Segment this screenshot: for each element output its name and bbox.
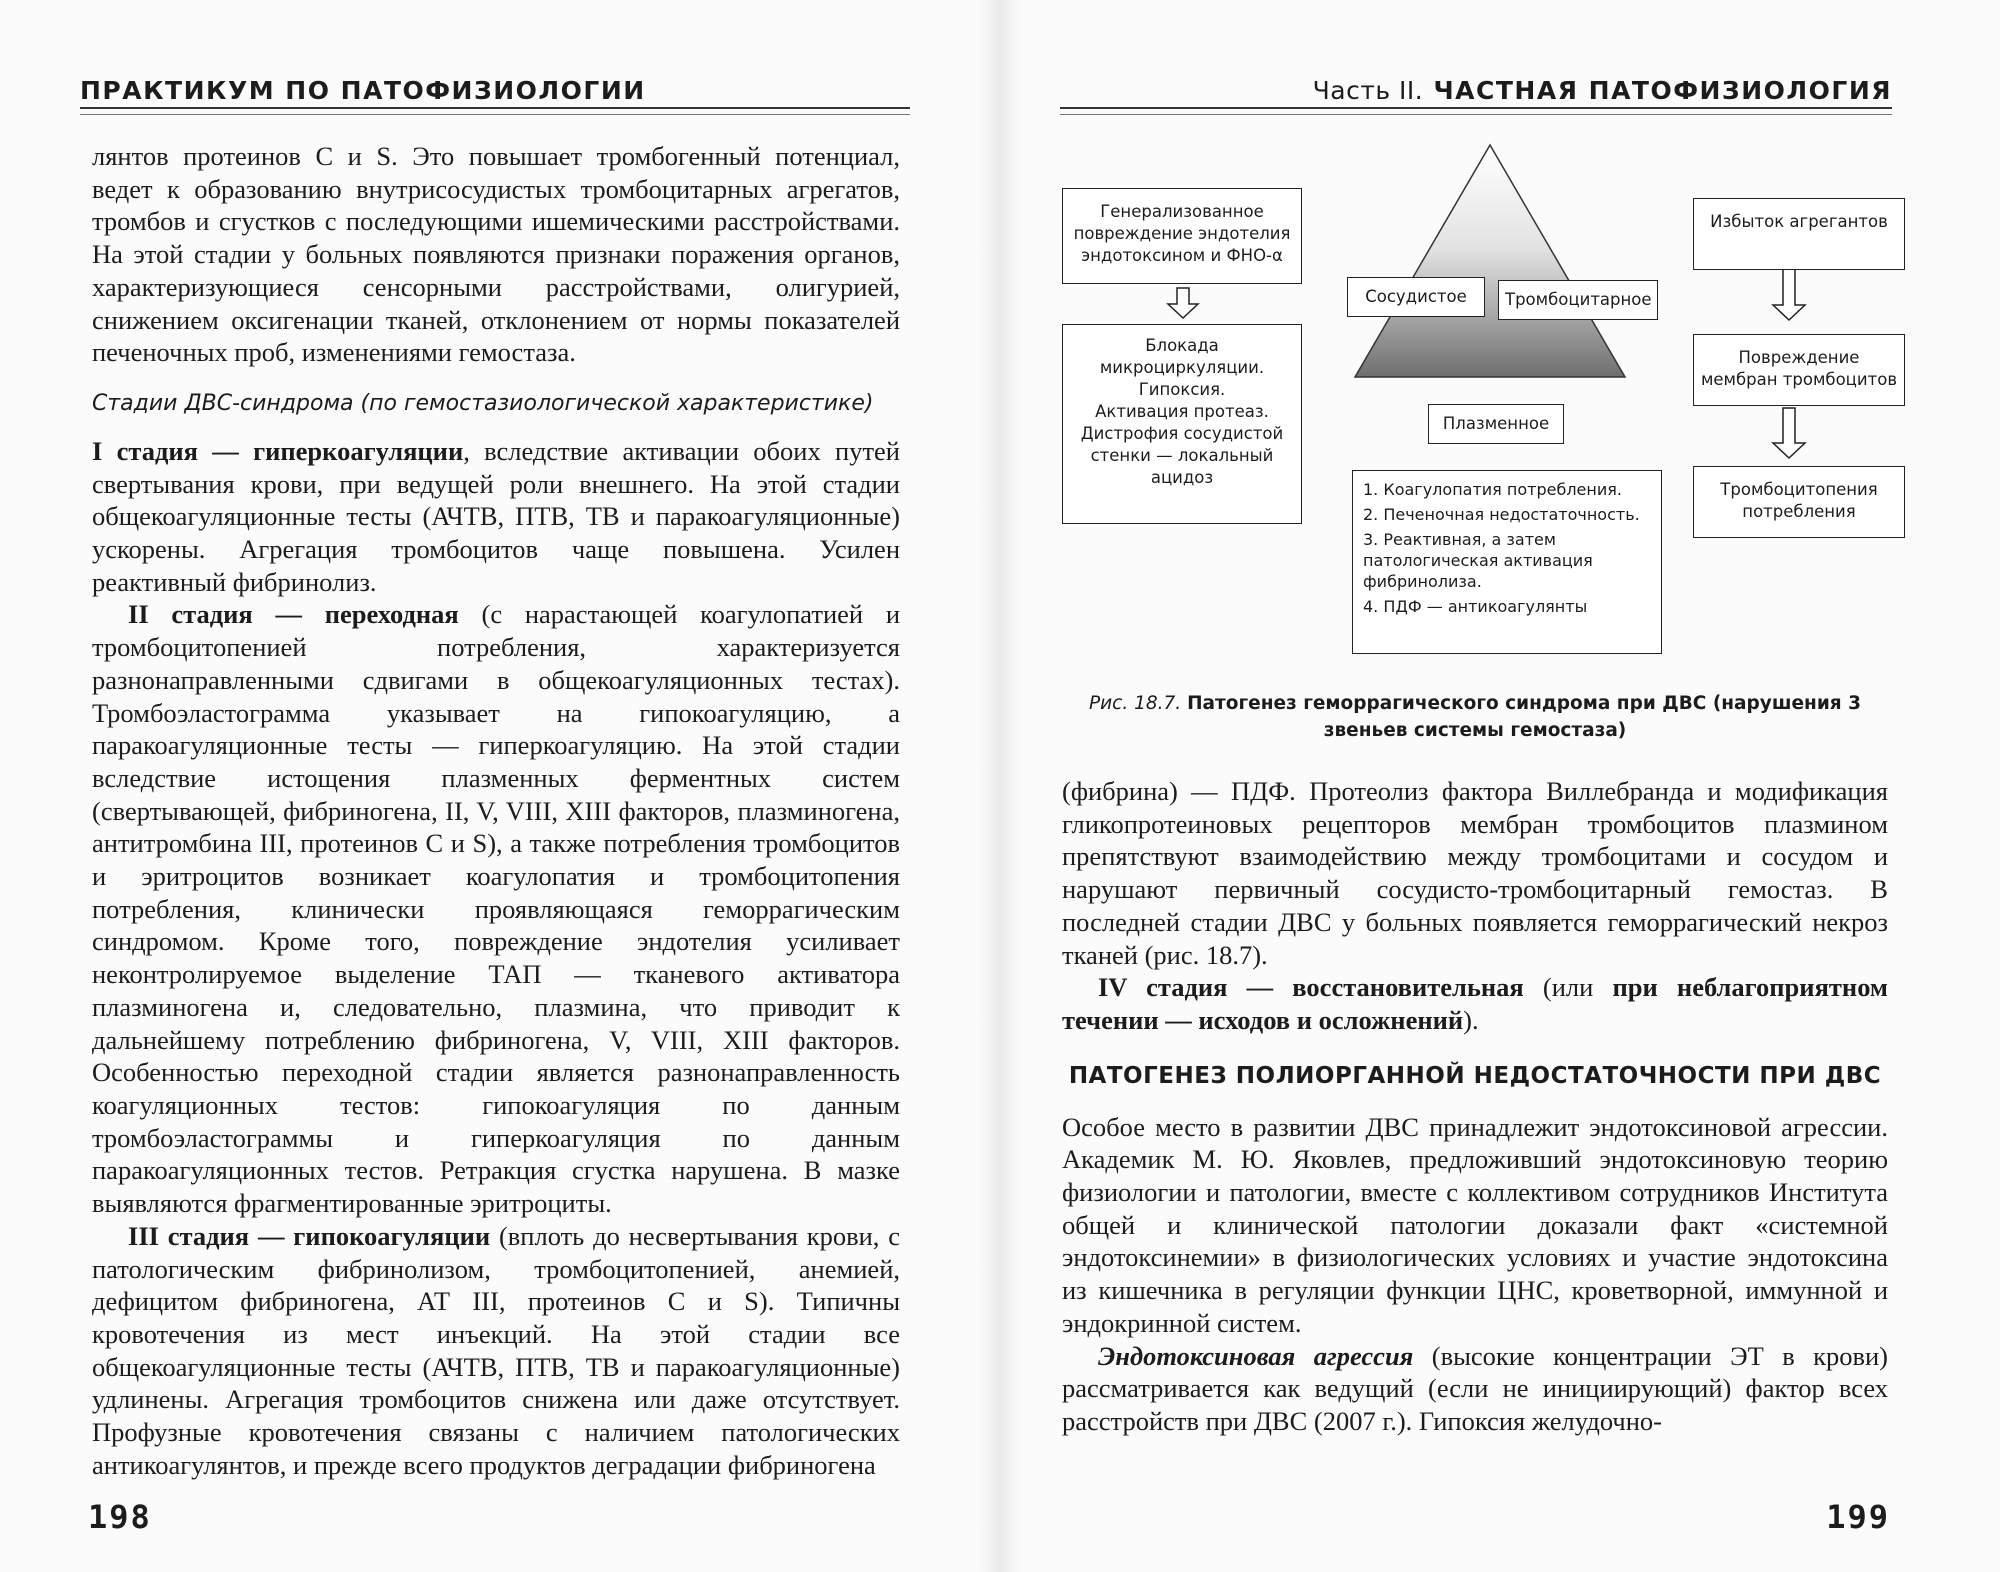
plasma-item-4: 4. ПДФ — антикоагулянты bbox=[1363, 597, 1588, 616]
page-number-left: 198 bbox=[88, 1498, 152, 1536]
blockade-line-3: Активация протеаз. bbox=[1095, 402, 1269, 421]
aggression-paragraph bbox=[1062, 1340, 1888, 1438]
stage3-paragraph bbox=[92, 1220, 900, 1482]
label-vascular: Сосудистое bbox=[1347, 277, 1485, 317]
aggression-text: (высокие концентрации ЭТ в крови) рассматривается как ведущий (если не инициирующий) фактор всех расстройств при ДВС (2007 г.). Гипоксия желудочно- bbox=[1062, 1340, 1889, 1436]
label-plasma: Плазменное bbox=[1428, 404, 1564, 444]
arrow-down-icon bbox=[1168, 288, 1198, 318]
plasma-item-1: 1. Коагулопатия потребления. bbox=[1363, 480, 1622, 499]
plasma-item-2: 2. Печеночная недостаточность. bbox=[1363, 505, 1640, 524]
plasma-item-3: 3. Реактивная, а затем патологическая активация фибринолиза. bbox=[1363, 530, 1593, 591]
continuation-paragraph: (фибрина) — ПДФ. Протеолиз фактора Виллебранда и модификация гликопротеиновых рецепторов мембран тромбоцитов плазмином препятствуют взаимодействию между тромбоцитами и сосудом и нарушают первичный сосудисто-тромбоцитарный гемостаз. В последней стадии ДВС у больных появляется геморрагический некроз тканей (рис. 18.7). bbox=[1062, 776, 1888, 970]
caption-label: Рис. 18.7. bbox=[1089, 693, 1182, 714]
right-text-column bbox=[1062, 775, 1888, 1438]
section-heading: ПАТОГЕНЕЗ ПОЛИОРГАННОЙ НЕДОСТАТОЧНОСТИ ПРИ ДВС bbox=[1068, 1062, 1882, 1089]
running-header-left: ПРАКТИКУМ ПО ПАТОФИЗИОЛОГИИ bbox=[80, 76, 646, 105]
arrow-down-icon bbox=[1773, 408, 1805, 458]
stage4-bold: при неблагоприятном течении — исходов и осложнений bbox=[1062, 972, 1888, 1035]
stage1-title: I стадия — гиперкоагуляции bbox=[92, 435, 464, 466]
stage1-text: , вследствие активации обоих путей свертывания крови, при ведущей роли внешнего. На этой стадии общекоагуляционные тесты (АЧТВ, ПТВ, ТВ и паракоагуляционные) ускорены. Агрегация тромбоцитов чаще повышена. Усилен реактивный фибринолиз. bbox=[92, 435, 900, 597]
stage4-title: IV стадия — восстановительная bbox=[1098, 972, 1524, 1003]
arrow-down-icon bbox=[1773, 269, 1805, 320]
stage4-end: ). bbox=[1463, 1004, 1479, 1035]
box-membrane-damage: Повреждение мембран тромбоцитов bbox=[1693, 334, 1905, 406]
intro-paragraph: лянтов протеинов C и S. Это повышает тромбогенный потенциал, ведет к образованию внутрисосудистых тромбоцитарных агрегатов, тромбов и сгустков с последующими ишемическими расстройствами. На этой стадии у больных появляются признаки поражения органов, характеризующиеся сенсорными расстройствами, олигурией, снижением оксигенации тканей, отклонением от нормы показателей печеночных проб, изменениями гемостаза. bbox=[92, 141, 900, 368]
stage4-mid: (или bbox=[1523, 972, 1613, 1003]
page-number-right: 199 bbox=[1826, 1498, 1890, 1536]
hemostasis-triangle bbox=[1355, 145, 1625, 377]
right-page bbox=[1000, 0, 2000, 1572]
stage4-paragraph bbox=[1062, 971, 1888, 1036]
stage2-text: (с нарастающей коагулопатией и тромбоцитопенией потребления, характеризуется разнонаправленными сдвигами в общекоагуляционных тестах). Тромбоэластограмма указывает на гипокоагуляцию, а паракоагуляционные тесты — гиперкоагуляцию. На этой стадии вследствие истощения плазменных ферментных систем (свертывающей, фибриногена, II, V, VIII, XIII факторов, плазминогена, антитромбина III, протеинов C и S), а также потребления тромбоцитов и эритроцитов возникает коагулопатия и тромбоцитопения потребления, клинически проявляющаяся геморрагическим синдромом. Кроме того, повреждение эндотелия усиливает неконтролируемое выделение ТАП — тканевого активатора плазминогена и, следовательно, плазмина, что приводит к дальнейшему потреблению фибриногена, V, VIII, XIII факторов. Особенностью переходной стадии является разнонаправленность коагуляционных тестов: гипокоагуляция по данным тромбоэластограммы и гиперкоагуляция по данным паракоагуляционных тестов. Ретракция сгустка нарушена. В мазке выявляются фрагментированные эритроциты. bbox=[92, 599, 901, 1219]
caption-text: Патогенез геморрагического синдрома при ДВС (нарушения 3 звеньев системы гемостаза) bbox=[1187, 693, 1861, 741]
blockade-line-1: Блокада микроциркуляции. bbox=[1099, 336, 1265, 377]
stages-subheading: Стадии ДВС-синдрома (по гемостазиологической характеристике) bbox=[92, 390, 874, 416]
left-text-column bbox=[92, 140, 900, 1481]
header-title: ЧАСТНАЯ ПАТОФИЗИОЛОГИЯ bbox=[1433, 76, 1892, 105]
aggression-term: Эндотоксиновая агрессия bbox=[1098, 1340, 1414, 1371]
box-microcirculation-blockade bbox=[1062, 324, 1302, 524]
stage1-paragraph bbox=[92, 435, 900, 599]
stage2-paragraph bbox=[92, 598, 900, 1219]
stage3-title: III стадия — гипокоагуляции bbox=[128, 1220, 491, 1251]
box-thrombocytopenia: Тромбоцитопения потребления bbox=[1693, 466, 1905, 538]
plasma-disorders-list bbox=[1352, 470, 1662, 654]
box-endothelium-damage: Генерализованное повреждение эндотелия эндотоксином и ФНО-α bbox=[1062, 188, 1302, 284]
figure-caption bbox=[1062, 690, 1888, 744]
stage3-text: (вплоть до несвертывания крови, с патологическим фибринолизом, тромбоцитопенией, анемией, дефицитом фибриногена, АТ III, протеинов C и S). Типичны кровотечения из мест инъекций. На этой стадии все общекоагуляционные тесты (АЧТВ, ПТВ, ТВ и паракоагуляционные) удлинены. Агрегация тромбоцитов снижена или даже отсутствует. Профузные кровотечения связаны с наличием патологических антикоагулянтов, и прежде всего продуктов деградации фибриногена bbox=[92, 1220, 900, 1480]
box-excess-aggregants: Избыток агрегантов bbox=[1693, 198, 1905, 270]
header-rule-left bbox=[80, 107, 910, 115]
stage2-title: II стадия — переходная bbox=[128, 599, 459, 630]
endotoxin-paragraph: Особое место в развитии ДВС принадлежит эндотоксиновой агрессии. Академик М. Ю. Яковлев, предложивший эндотоксиновую теорию физиологии и патологии, вместе с коллективом сотрудников Института общей и клинической патологии доказали факт «системной эндотоксинемии» в физиологических условиях и участие эндотоксина из кишечника в регуляции функции ЦНС, кроветворной, иммунной и эндокринной систем. bbox=[1062, 1111, 1888, 1338]
blockade-line-2: Гипоксия. bbox=[1138, 380, 1226, 399]
header-part: Часть II. bbox=[1312, 76, 1424, 105]
label-platelet: Тромбоцитарное bbox=[1498, 280, 1658, 320]
blockade-line-4: Дистрофия сосудистой стенки — локальный ацидоз bbox=[1080, 424, 1284, 487]
